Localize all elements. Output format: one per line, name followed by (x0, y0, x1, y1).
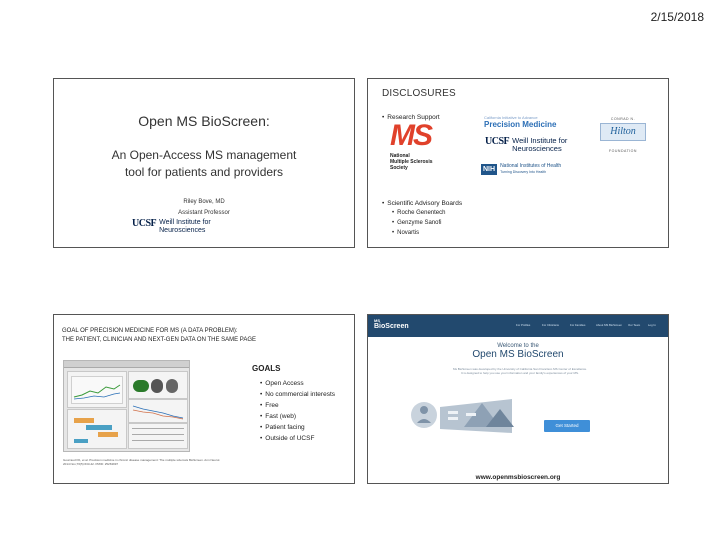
bioscreen-screenshot (63, 360, 190, 452)
sab-bullet: • Scientific Advisory Boards (382, 200, 462, 207)
hilton-signature: Hilton (600, 123, 646, 141)
mock-line-chart (71, 376, 123, 404)
ucsf-logo-line-2: Neurosciences (159, 227, 206, 234)
citation: Gourraud PA, et al. Precision medicine in chronic disease management: The multiple sclerosis BioScreen. Ann Neurol. 2014 Nov;76(5):633-42. PMID: 25263997 (63, 458, 221, 466)
goal-item: • Patient facing (260, 424, 305, 431)
slide-website (367, 314, 669, 484)
mock-timeline-panel (67, 409, 127, 449)
goals-heading-line-1: GOAL OF PRECISION MEDICINE FOR MS (A DATA PROBLEM): (62, 328, 238, 334)
hero-graphic (404, 377, 524, 437)
mock-table-panel (128, 423, 188, 449)
mock-mri-panel (128, 371, 188, 399)
site-description-line-2: It is designed to help you use your information and your family's experiences of your MS. (461, 371, 579, 375)
page-date: 2/15/2018 (650, 10, 704, 24)
site-description (440, 367, 600, 375)
sab-item: • Genzyme Sanofi (392, 220, 441, 226)
nih-line-2: Turning Discovery Into Health (500, 170, 547, 174)
goals-title: GOALS (252, 364, 281, 373)
nmss-logo-mark: MS (390, 119, 431, 152)
research-support-bullet: • Research Support (382, 114, 440, 121)
precision-medicine-logo (484, 115, 562, 133)
nav-link[interactable]: About MS BioScreen (596, 323, 622, 327)
goals-heading-line-2: THE PATIENT, CLINICIAN AND NEXT-GEN DATA ON THE SAME PAGE (62, 337, 257, 343)
subtitle-line-1: An Open-Access MS management (111, 148, 297, 162)
goals-slide-heading (62, 327, 256, 345)
get-started-button[interactable]: Get Started (544, 420, 590, 432)
nav-link[interactable]: Our Team (628, 323, 641, 327)
nih-line-1: National Institutes of Health (500, 163, 562, 169)
goal-item: • Fast (web) (260, 413, 296, 420)
ucsf2-line-2: Neurosciences (512, 144, 562, 153)
nmss-line-2: Multiple Sclerosis (390, 159, 433, 165)
slide-title-subtitle (54, 147, 354, 181)
pm-logo-big: Precision Medicine (484, 120, 557, 129)
sab-item: • Novartis (392, 230, 419, 236)
slide-goals (53, 314, 355, 484)
nav-link[interactable]: For Profiles (516, 323, 531, 327)
author-name: Riley Bove, MD (183, 199, 225, 205)
goal-item: • Free (260, 402, 279, 409)
website-nav-bar (368, 315, 668, 337)
bioscreen-logo-line-1: MS (374, 318, 380, 323)
bioscreen-logo-line-2: BioScreen (374, 323, 409, 330)
ucsf-weill-logo-2 (485, 137, 567, 153)
hilton-bottom: FOUNDATION (609, 149, 637, 153)
site-description-line-1: Ms BioScreen was developed by the University of California San Francisco MS Center of Excellence. (452, 367, 588, 371)
slide-title-heading: Open MS BioScreen: (138, 113, 270, 129)
ucsf-logo-line-1: Weill Institute for (159, 219, 211, 226)
nav-link[interactable]: For Families (570, 323, 586, 327)
sab-item: • Roche Genentech (392, 210, 445, 216)
disclosures-heading: DISCLOSURES (382, 88, 456, 99)
bioscreen-logo[interactable] (374, 318, 409, 330)
ucsf-logo-text-2 (512, 137, 567, 153)
hilton-foundation-logo (596, 117, 650, 173)
ucsf-logo-mark-2: UCSF (485, 136, 510, 147)
pm-logo-small: California Initiative to Advance (484, 115, 538, 120)
nmss-line-3: Society (390, 165, 408, 171)
nav-link[interactable]: Log In (648, 323, 656, 327)
website-url[interactable]: www.openmsbioscreen.org (475, 474, 561, 481)
hilton-top: CONRAD N. (610, 117, 636, 121)
mock-panel (67, 371, 127, 408)
ucsf-logo-text (159, 219, 211, 235)
nmss-logo-text (390, 153, 450, 171)
goal-item: • No commercial interests (260, 391, 335, 398)
mock-title-bar (64, 361, 189, 368)
slide-disclosures (367, 78, 669, 248)
nav-link[interactable]: For Clinicians (542, 323, 559, 327)
nmss-line-1: National (390, 153, 410, 159)
subtitle-line-2: tool for patients and providers (124, 165, 284, 179)
nmss-logo (390, 121, 450, 179)
ucsf-weill-logo (132, 219, 242, 239)
mock-trend-panel (128, 399, 188, 423)
slide-title (53, 78, 355, 248)
author-block (54, 197, 354, 219)
nih-logo (481, 163, 561, 175)
welcome-line-2: Open MS BioScreen (472, 349, 564, 360)
welcome-heading (368, 343, 668, 360)
goal-item: • Open Access (260, 380, 304, 387)
nih-logo-mark: NIH (483, 165, 496, 173)
ucsf2-line-1: Weill Institute for (512, 136, 568, 145)
ucsf-logo-mark: UCSF (132, 218, 157, 229)
author-role: Assistant Professor (178, 210, 230, 216)
goal-item: • Outside of UCSF (260, 435, 314, 442)
welcome-line-1: Welcome to the (497, 343, 539, 349)
nih-logo-text (500, 163, 561, 175)
